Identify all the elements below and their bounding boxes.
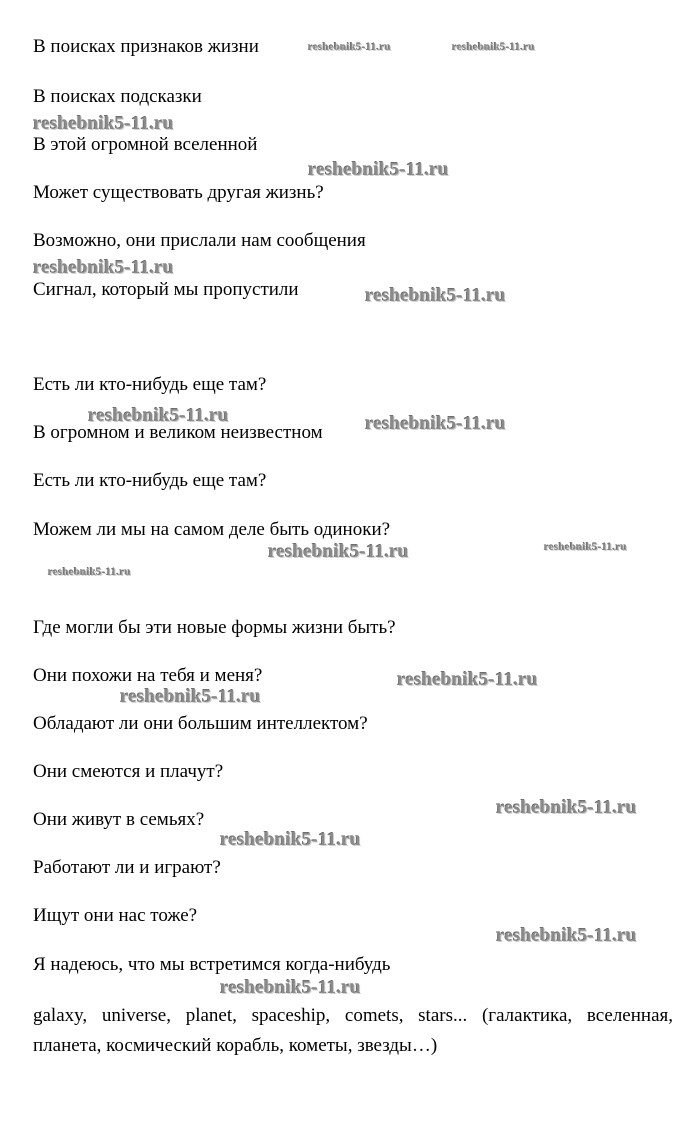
text-line: Может существовать другая жизнь? [33,182,324,203]
text-line: В поисках признаков жизни [33,36,259,57]
watermark-text: reshebnik5-11.ru [120,686,261,707]
watermark-text: reshebnik5-11.ru [88,405,229,426]
watermark-text: reshebnik5-11.ru [33,113,174,134]
watermark-text: reshebnik5-11.ru [452,41,535,53]
text-line: Возможно, они прислали нам сообщения [33,230,366,251]
text-line: Обладают ли они большим интеллектом? [33,713,368,734]
watermark-text: reshebnik5-11.ru [308,159,449,180]
text-line: Работают ли и играют? [33,857,221,878]
text-line: Сигнал, который мы пропустили [33,279,299,300]
watermark-text: reshebnik5-11.ru [496,797,637,818]
watermark-text: reshebnik5-11.ru [220,977,361,998]
watermark-text: reshebnik5-11.ru [48,566,131,578]
text-line: Есть ли кто-нибудь еще там? [33,374,267,395]
watermark-text: reshebnik5-11.ru [365,413,506,434]
watermark-text: reshebnik5-11.ru [397,669,538,690]
text-line: Я надеюсь, что мы встретимся когда-нибудь [33,954,391,975]
watermark-text: reshebnik5-11.ru [365,285,506,306]
watermark-text: reshebnik5-11.ru [496,925,637,946]
text-line: В огромном и великом неизвестном [33,422,323,443]
text-line: Можем ли мы на самом деле быть одиноки? [33,519,391,540]
watermark-text: reshebnik5-11.ru [220,829,361,850]
watermark-text: reshebnik5-11.ru [268,541,409,562]
text-line: Есть ли кто-нибудь еще там? [33,470,267,491]
text-line: Они похожи на тебя и меня? [33,665,263,686]
text-line: В этой огромной вселенной [33,134,258,155]
text-line: Они смеются и плачут? [33,761,224,782]
vocabulary-paragraph: galaxy, universe, planet, spaceship, comets, stars... (галактика, вселенная, планета, космический корабль, кометы, звезды…) [33,1005,673,1056]
watermark-text: reshebnik5-11.ru [544,541,627,553]
text-line: Где могли бы эти новые формы жизни быть? [33,617,396,638]
text-line: Ищут они нас тоже? [33,905,198,926]
text-line: В поисках подсказки [33,86,202,107]
watermark-text: reshebnik5-11.ru [308,41,391,53]
text-line: Они живут в семьях? [33,809,205,830]
watermark-text: reshebnik5-11.ru [33,257,174,278]
